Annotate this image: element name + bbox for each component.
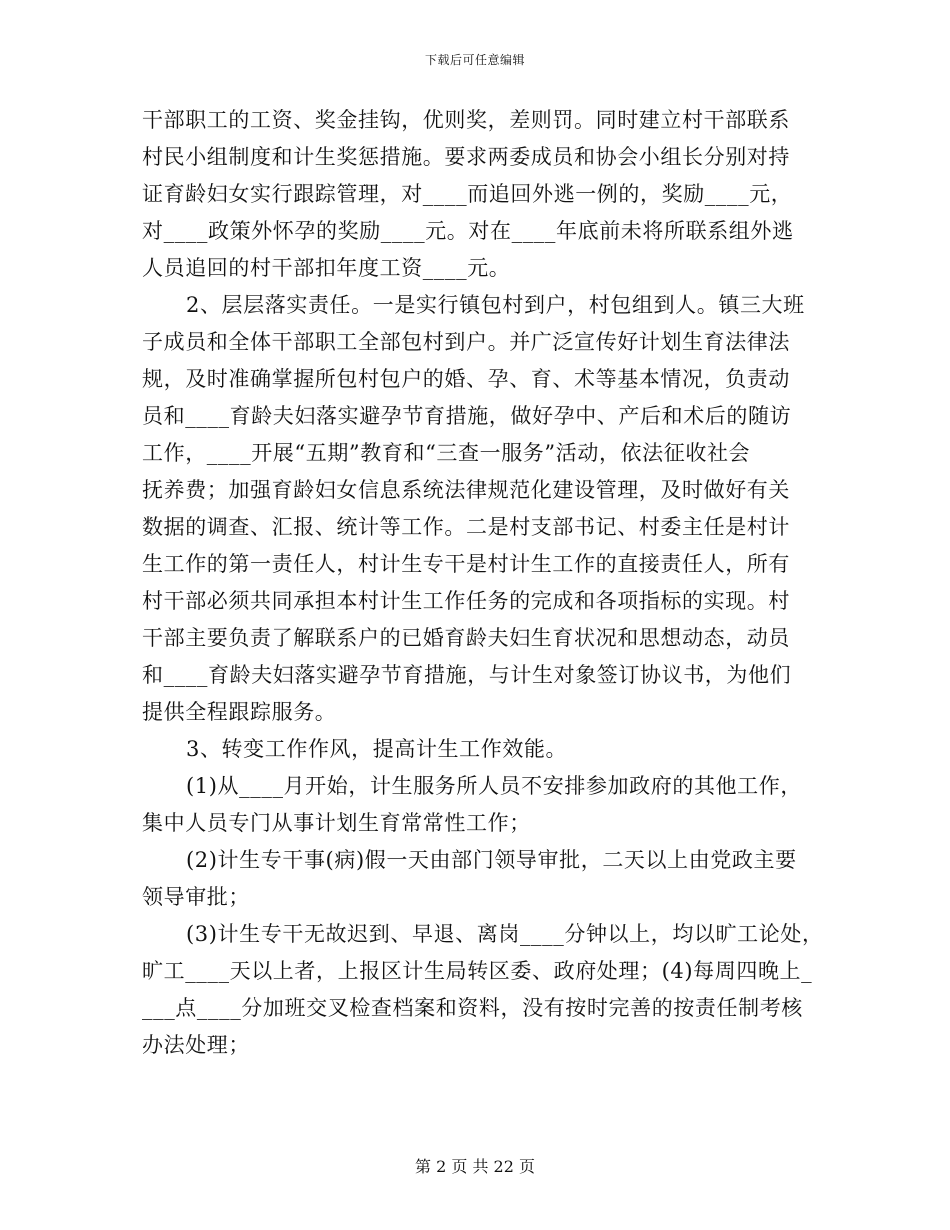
- text-line: 办法处理；: [142, 1033, 250, 1057]
- text-line: 人员追回的村干部扣年度工资____元。: [142, 256, 511, 280]
- text-line: (3)计生专干无故迟到、早退、离岗____分钟以上，均以旷工论处，: [186, 922, 824, 946]
- text-line: 村民小组制度和计生奖惩措施。要求两委成员和协会小组长分别对持: [142, 145, 790, 169]
- text-line: 村干部必须共同承担本村计生工作任务的完成和各项指标的实现。村: [142, 589, 790, 613]
- text-line: 对____政策外怀孕的奖励____元。对在____年底前未将所联系组外逃: [142, 219, 794, 243]
- text-line: 工作，____开展“五期”教育和“三查一服务”活动，依法征收社会: [142, 441, 751, 465]
- text-line: 干部职工的工资、奖金挂钩，优则奖，差则罚。同时建立村干部联系: [142, 108, 790, 132]
- text-line: ___点____分加班交叉检查档案和资料，没有按时完善的按责任制考核: [142, 996, 803, 1020]
- text-line: 证育龄妇女实行跟踪管理，对____而追回外逃一例的，奖励____元，: [142, 182, 793, 206]
- text-line: (1)从____月开始，计生服务所人员不安排参加政府的其他工作，: [186, 774, 802, 798]
- text-line: 员和____育龄夫妇落实避孕节育措施，做好孕中、产后和术后的随访: [142, 404, 792, 428]
- text-line: 和____育龄夫妇落实避孕节育措施，与计生对象签订协议书，为他们: [142, 663, 792, 687]
- text-line: 子成员和全体干部职工全部包村到户。并广泛宣传好计划生育法律法: [142, 330, 790, 354]
- text-line: 集中人员专门从事计划生育常常性工作；: [142, 811, 531, 835]
- document-body: [142, 102, 824, 1064]
- text-line: 抚养费；加强育龄妇女信息系统法律规范化建设管理，及时做好有关: [142, 478, 790, 502]
- page-number-footer: 第 2 页 共 22 页: [415, 1157, 535, 1176]
- text-line: 数据的调查、汇报、统计等工作。二是村支部书记、村委主任是村计: [142, 515, 790, 539]
- text-line: 干部主要负责了解联系户的已婚育龄夫妇生育状况和思想动态，动员: [142, 626, 790, 650]
- text-line: 领导审批；: [142, 885, 250, 909]
- text-line: 生工作的第一责任人，村计生专干是村计生工作的直接责任人，所有: [142, 552, 790, 576]
- text-line: 规，及时准确掌握所包村包户的婚、孕、育、术等基本情况，负责动: [142, 367, 790, 391]
- page-header: 下载后可任意编辑: [424, 53, 525, 67]
- text-line: 3、转变工作作风，提高计生工作效能。: [186, 737, 568, 761]
- text-line: (2)计生专干事(病)假一天由部门领导审批，二天以上由党政主要: [186, 848, 797, 872]
- text-line: 提供全程跟踪服务。: [142, 700, 337, 724]
- text-line: 2、层层落实责任。一是实行镇包村到户，村包组到人。镇三大班: [186, 293, 805, 317]
- text-line: 旷工____天以上者，上报区计生局转区委、政府处理；(4)每周四晚上_: [142, 959, 813, 983]
